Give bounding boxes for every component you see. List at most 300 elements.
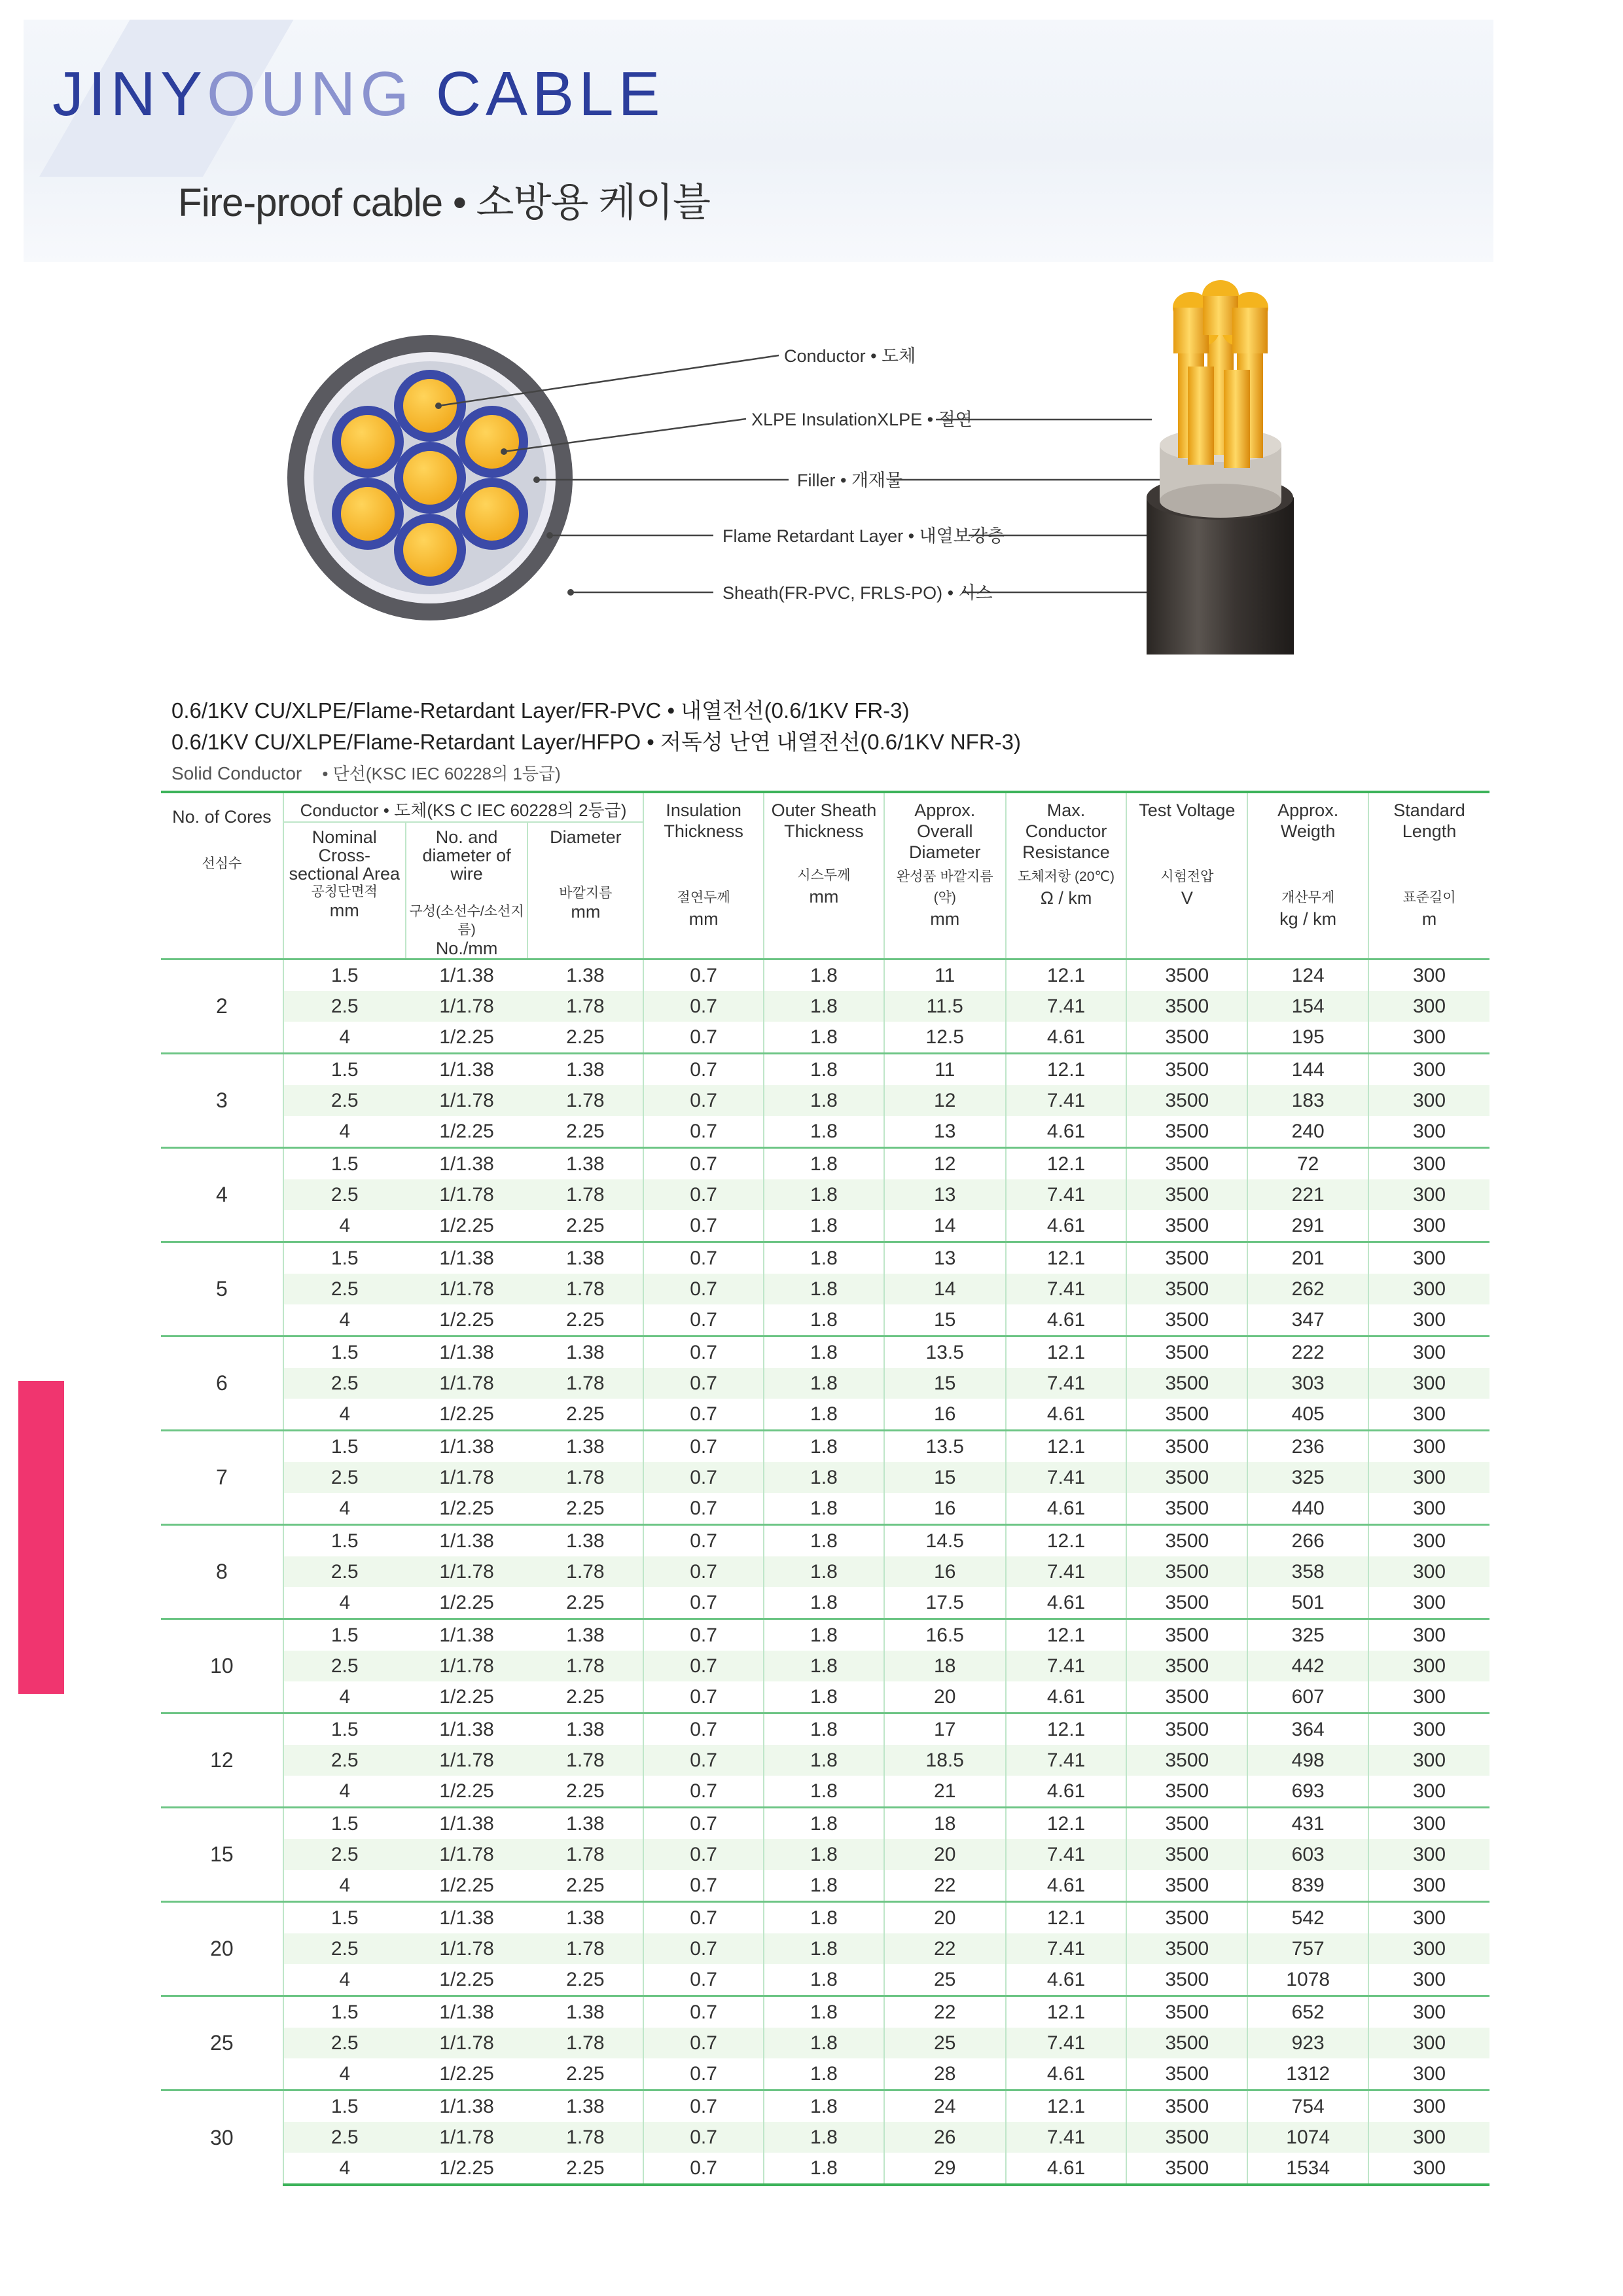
header-overall-diameter: Approx. Overall Diameter 완성품 바깥지름(약) mm	[884, 792, 1006, 960]
table-cell: 300	[1368, 1431, 1489, 1463]
table-cell: 2.25	[566, 1780, 605, 1802]
table-cell: 4	[339, 1968, 351, 1990]
table-cell: 22	[884, 1933, 1006, 1964]
table-cell: 1/1.38	[406, 1148, 528, 1180]
table-cell: 1/1.38	[406, 1054, 528, 1086]
table-cell: 4.61	[1006, 1399, 1127, 1431]
table-cell: 1.5	[283, 960, 406, 992]
table-cell: 0.7	[643, 1054, 764, 1086]
table-cell: 12.1	[1006, 960, 1127, 992]
table-cell: 1.38	[527, 1242, 643, 1274]
label-conductor: Conductor • 도체	[784, 346, 916, 366]
table-row	[161, 1933, 1489, 1964]
table-cell: 12.1	[1006, 1713, 1127, 1746]
table-cell: 1.8	[764, 1179, 884, 1210]
table-cell: 1/1.38	[406, 1336, 528, 1369]
table-cell: 3500	[1126, 1368, 1247, 1399]
table-cell: 652	[1247, 1996, 1368, 2028]
table-cell: 1.8	[764, 1525, 884, 1557]
table-cell: 1.8	[764, 1651, 884, 1681]
table-cell: 1.8	[764, 1022, 884, 1054]
table-row	[161, 1054, 1489, 1086]
table-cell: 300	[1368, 1964, 1489, 1996]
table-row	[161, 1525, 1489, 1557]
table-cell: 12.1	[1006, 2090, 1127, 2123]
table-cell: 1.8	[764, 1116, 884, 1148]
table-cell: 300	[1368, 1116, 1489, 1148]
table-cell: 2.5	[283, 1462, 406, 1493]
table-cell: 300	[1368, 1651, 1489, 1681]
table-cell: 442	[1247, 1651, 1368, 1681]
table-cell: 1/2.25	[439, 1120, 494, 1142]
table-cell: 2.5	[283, 1274, 406, 1304]
table-cell: 1.78	[527, 991, 643, 1022]
table-cell: 13	[884, 1179, 1006, 1210]
table-cell: 3500	[1126, 1054, 1247, 1086]
table-cell: 300	[1368, 1148, 1489, 1180]
table-cell: 300	[1368, 2122, 1489, 2153]
table-cell: 3500	[1126, 1022, 1247, 1054]
table-cell: 1.38	[527, 1808, 643, 1840]
table-cell: 1/2.25	[439, 1497, 494, 1519]
table-cell: 1.8	[764, 991, 884, 1022]
page-subtitle: Fire-proof cable • 소방용 케이블	[178, 181, 710, 224]
table-cell: 1/1.78	[406, 1368, 528, 1399]
table-cell: 1.8	[764, 2028, 884, 2058]
table-row	[161, 960, 1489, 992]
table-cell: 0.7	[643, 960, 764, 992]
cores-cell: 4	[161, 1148, 283, 1242]
table-cell: 4.61	[1006, 1022, 1127, 1054]
table-cell: 1312	[1247, 2058, 1368, 2090]
table-cell: 18.5	[884, 1745, 1006, 1776]
table-row	[161, 1431, 1489, 1463]
table-cell: 3500	[1126, 1996, 1247, 2028]
table-cell: 16.5	[884, 1619, 1006, 1651]
table-cell: 0.7	[643, 2090, 764, 2123]
table-cell: 1.8	[764, 2090, 884, 2123]
table-cell: 1.8	[764, 1368, 884, 1399]
table-cell: 1074	[1247, 2122, 1368, 2153]
cores-cell: 7	[161, 1431, 283, 1525]
table-cell: 4	[339, 1403, 351, 1425]
table-cell: 0.7	[643, 1179, 764, 1210]
table-row	[161, 1587, 1489, 1619]
table-cell: 3500	[1126, 1304, 1247, 1336]
table-cell: 1/1.78	[406, 1933, 528, 1964]
table-cell: 1.78	[527, 1179, 643, 1210]
table-cell: 1.8	[764, 1964, 884, 1996]
table-cell: 3500	[1126, 1933, 1247, 1964]
table-cell: 300	[1368, 1274, 1489, 1304]
table-cell: 2.5	[283, 2028, 406, 2058]
table-cell: 1.38	[527, 1713, 643, 1746]
table-cell: 3500	[1126, 991, 1247, 1022]
table-cell: 4	[339, 1685, 351, 1708]
table-cell: 0.7	[643, 1839, 764, 1870]
table-cell: 236	[1247, 1431, 1368, 1463]
table-cell: 1.8	[764, 2058, 884, 2090]
table-cell: 1/2.25	[439, 1026, 494, 1048]
table-cell: 300	[1368, 1587, 1489, 1619]
table-row	[161, 1304, 1489, 1336]
table-cell: 3500	[1126, 1839, 1247, 1870]
table-cell: 3500	[1126, 1399, 1247, 1431]
table-cell: 0.7	[643, 1493, 764, 1525]
table-cell: 1/2.25	[439, 1308, 494, 1331]
table-cell: 291	[1247, 1210, 1368, 1242]
table-cell: 757	[1247, 1933, 1368, 1964]
table-cell: 300	[1368, 1054, 1489, 1086]
table-cell: 2.5	[283, 1651, 406, 1681]
table-cell: 300	[1368, 1808, 1489, 1840]
side-accent-bar	[18, 1381, 64, 1694]
table-cell: 1/2.25	[439, 2062, 494, 2085]
table-cell: 0.7	[643, 1556, 764, 1587]
table-cell: 4.61	[1006, 1681, 1127, 1713]
header-sheath: Outer Sheath Thickness 시스두께 mm	[764, 792, 884, 960]
table-cell: 15	[884, 1462, 1006, 1493]
table-cell: 300	[1368, 1681, 1489, 1713]
table-row	[161, 1399, 1489, 1431]
table-cell: 7.41	[1006, 991, 1127, 1022]
table-cell: 3500	[1126, 1808, 1247, 1840]
cores-cell: 30	[161, 2090, 283, 2185]
table-cell: 13	[884, 1116, 1006, 1148]
table-body	[161, 960, 1489, 2185]
table-cell: 2.25	[566, 1685, 605, 1708]
table-cell: 300	[1368, 2058, 1489, 2090]
table-cell: 1/1.78	[406, 1745, 528, 1776]
table-cell: 0.7	[643, 1651, 764, 1681]
table-cell: 0.7	[643, 1745, 764, 1776]
table-cell: 2.5	[283, 991, 406, 1022]
table-cell: 17.5	[884, 1587, 1006, 1619]
header-resistance: Max. Conductor Resistance 도체저항 (20℃) Ω / km	[1006, 792, 1127, 960]
table-cell: 4.61	[1006, 1116, 1127, 1148]
table-cell: 3500	[1126, 1776, 1247, 1808]
table-cell: 1.78	[527, 1839, 643, 1870]
table-cell: 1/1.78	[406, 2028, 528, 2058]
table-cell: 17	[884, 1713, 1006, 1746]
table-cell: 2.25	[566, 2062, 605, 2085]
table-cell: 3500	[1126, 960, 1247, 992]
table-cell: 13.5	[884, 1336, 1006, 1369]
table-cell: 1/2.25	[439, 1685, 494, 1708]
cores-cell: 10	[161, 1619, 283, 1713]
table-cell: 1/1.38	[406, 1902, 528, 1934]
table-cell: 1.8	[764, 1431, 884, 1463]
table-cell: 12.1	[1006, 1902, 1127, 1934]
header-wire: No. and diameter of wire 구성(소선수/소선지름) No./mm	[406, 822, 528, 960]
label-filler: Filler • 개재물	[797, 471, 903, 490]
table-cell: 1.5	[283, 1996, 406, 2028]
table-cell: 20	[884, 1902, 1006, 1934]
table-row	[161, 1085, 1489, 1116]
table-row	[161, 1242, 1489, 1274]
table-cell: 1.8	[764, 960, 884, 992]
table-cell: 2.5	[283, 1556, 406, 1587]
label-sheath: Sheath(FR-PVC, FRLS-PO) • 시스	[722, 583, 993, 603]
table-cell: 1.5	[283, 1148, 406, 1180]
table-row	[161, 1210, 1489, 1242]
table-cell: 1/2.25	[439, 1780, 494, 1802]
table-cell: 1.8	[764, 1274, 884, 1304]
table-cell: 2.5	[283, 1933, 406, 1964]
header-conductor-group: Conductor • 도체(KS C IEC 60228의 2등급)	[283, 792, 643, 822]
table-cell: 1/1.38	[406, 1808, 528, 1840]
cores-cell: 2	[161, 960, 283, 1054]
table-cell: 72	[1247, 1148, 1368, 1180]
table-cell: 7.41	[1006, 1462, 1127, 1493]
table-cell: 12.1	[1006, 1619, 1127, 1651]
table-cell: 14	[884, 1210, 1006, 1242]
table-cell: 11	[884, 960, 1006, 992]
table-row	[161, 2028, 1489, 2058]
table-cell: 1.8	[764, 1210, 884, 1242]
table-cell: 1.8	[764, 1493, 884, 1525]
table-cell: 20	[884, 1681, 1006, 1713]
table-cell: 1.38	[527, 1996, 643, 2028]
table-cell: 754	[1247, 2090, 1368, 2123]
table-cell: 1/1.38	[406, 1525, 528, 1557]
table-cell: 201	[1247, 1242, 1368, 1274]
table-cell: 3500	[1126, 1148, 1247, 1180]
table-cell: 1.38	[527, 1619, 643, 1651]
table-cell: 7.41	[1006, 1179, 1127, 1210]
table-cell: 3500	[1126, 1493, 1247, 1525]
header-weight: Approx. Weigth 개산무게 kg / km	[1247, 792, 1368, 960]
table-row	[161, 1745, 1489, 1776]
table-cell: 29	[884, 2153, 1006, 2185]
table-row	[161, 1179, 1489, 1210]
table-cell: 1.38	[527, 1336, 643, 1369]
table-cell: 1.78	[527, 1745, 643, 1776]
cores-cell: 12	[161, 1713, 283, 1808]
table-cell: 1/1.38	[406, 960, 528, 992]
table-cell: 13.5	[884, 1431, 1006, 1463]
header-insulation: Insulation Thickness 절연두께 mm	[643, 792, 764, 960]
label-flame-layer: Flame Retardant Layer • 내열보강층	[722, 526, 1005, 546]
table-cell: 300	[1368, 1462, 1489, 1493]
table-cell: 4.61	[1006, 1964, 1127, 1996]
table-cell: 266	[1247, 1525, 1368, 1557]
table-cell: 1/1.78	[406, 2122, 528, 2153]
table-cell: 300	[1368, 1304, 1489, 1336]
table-cell: 3500	[1126, 2090, 1247, 2123]
table-cell: 1.8	[764, 1587, 884, 1619]
table-cell: 839	[1247, 1870, 1368, 1902]
table-row	[161, 1996, 1489, 2028]
table-cell: 1/1.38	[406, 1996, 528, 2028]
table-cell: 1/1.38	[406, 2090, 528, 2123]
table-cell: 1.8	[764, 1085, 884, 1116]
label-xlpe: XLPE InsulationXLPE • 절연	[751, 410, 972, 429]
table-cell: 0.7	[643, 1713, 764, 1746]
table-cell: 2.25	[566, 1120, 605, 1142]
table-cell: 12.5	[884, 1022, 1006, 1054]
cores-cell: 8	[161, 1525, 283, 1619]
table-cell: 300	[1368, 1839, 1489, 1870]
table-cell: 0.7	[643, 1399, 764, 1431]
table-cell: 3500	[1126, 1745, 1247, 1776]
table-cell: 0.7	[643, 2058, 764, 2090]
table-cell: 1.8	[764, 1336, 884, 1369]
table-cell: 1.78	[527, 1368, 643, 1399]
table-cell: 1.8	[764, 1462, 884, 1493]
table-cell: 1.78	[527, 1085, 643, 1116]
table-cell: 1/2.25	[439, 1874, 494, 1896]
table-cell: 3500	[1126, 1462, 1247, 1493]
table-cell: 0.7	[643, 1336, 764, 1369]
table-cell: 7.41	[1006, 1651, 1127, 1681]
table-cell: 0.7	[643, 2153, 764, 2185]
table-cell: 0.7	[643, 1242, 764, 1274]
table-cell: 300	[1368, 1745, 1489, 1776]
table-cell: 7.41	[1006, 1839, 1127, 1870]
table-cell: 300	[1368, 1996, 1489, 2028]
table-cell: 12.1	[1006, 1054, 1127, 1086]
table-cell: 22	[884, 1996, 1006, 2028]
table-cell: 300	[1368, 1336, 1489, 1369]
table-cell: 0.7	[643, 1776, 764, 1808]
spec-line-conductor: Solid Conductor • 단선(KSC IEC 60228의 1등급)	[171, 763, 561, 783]
table-row	[161, 1556, 1489, 1587]
table-row	[161, 1619, 1489, 1651]
table-row	[161, 1902, 1489, 1934]
table-cell: 0.7	[643, 1808, 764, 1840]
table-cell: 1.78	[527, 1462, 643, 1493]
table-cell: 2.25	[566, 1308, 605, 1331]
table-cell: 7.41	[1006, 2028, 1127, 2058]
table-cell: 7.41	[1006, 1556, 1127, 1587]
table-cell: 300	[1368, 1619, 1489, 1651]
table-cell: 0.7	[643, 1996, 764, 2028]
table-cell: 1.8	[764, 1681, 884, 1713]
table-cell: 12.1	[1006, 1148, 1127, 1180]
table-cell: 0.7	[643, 1525, 764, 1557]
table-cell: 1.8	[764, 1870, 884, 1902]
table-cell: 0.7	[643, 2028, 764, 2058]
table-cell: 1.78	[527, 2028, 643, 2058]
table-cell: 1.8	[764, 1556, 884, 1587]
table-cell: 2.5	[283, 2122, 406, 2153]
table-row	[161, 1493, 1489, 1525]
table-cell: 1.78	[527, 2122, 643, 2153]
table-cell: 2.5	[283, 1368, 406, 1399]
table-cell: 0.7	[643, 2122, 764, 2153]
table-cell: 300	[1368, 1556, 1489, 1587]
table-cell: 1/1.78	[406, 991, 528, 1022]
cores-cell: 6	[161, 1336, 283, 1431]
table-cell: 3500	[1126, 2122, 1247, 2153]
table-cell: 3500	[1126, 1619, 1247, 1651]
table-cell: 0.7	[643, 1022, 764, 1054]
table-cell: 1.8	[764, 2122, 884, 2153]
table-cell: 2.25	[566, 1026, 605, 1048]
table-cell: 2.25	[566, 1591, 605, 1613]
table-cell: 1.8	[764, 1902, 884, 1934]
table-cell: 3500	[1126, 2058, 1247, 2090]
table-cell: 1.38	[527, 960, 643, 992]
table-cell: 300	[1368, 1933, 1489, 1964]
cores-cell: 5	[161, 1242, 283, 1336]
table-cell: 300	[1368, 1870, 1489, 1902]
table-cell: 2.25	[566, 1874, 605, 1896]
table-cell: 0.7	[643, 1462, 764, 1493]
table-cell: 0.7	[643, 1902, 764, 1934]
table-cell: 1.8	[764, 1619, 884, 1651]
table-cell: 1534	[1247, 2153, 1368, 2185]
table-cell: 12.1	[1006, 1525, 1127, 1557]
header-length: Standard Length 표준길이 m	[1368, 792, 1489, 960]
table-row	[161, 1022, 1489, 1054]
table-cell: 1.38	[527, 1054, 643, 1086]
cores-cell: 3	[161, 1054, 283, 1148]
table-cell: 0.7	[643, 1933, 764, 1964]
table-cell: 300	[1368, 1210, 1489, 1242]
table-cell: 1.78	[527, 1274, 643, 1304]
table-cell: 2.5	[283, 1179, 406, 1210]
table-row	[161, 1336, 1489, 1369]
table-cell: 20	[884, 1839, 1006, 1870]
table-cell: 405	[1247, 1399, 1368, 1431]
table-cell: 18	[884, 1651, 1006, 1681]
table-cell: 0.7	[643, 1210, 764, 1242]
table-cell: 262	[1247, 1274, 1368, 1304]
table-cell: 1078	[1247, 1964, 1368, 1996]
table-cell: 11.5	[884, 991, 1006, 1022]
table-cell: 4.61	[1006, 2058, 1127, 2090]
table-cell: 24	[884, 2090, 1006, 2123]
table-cell: 22	[884, 1870, 1006, 1902]
table-cell: 300	[1368, 2090, 1489, 2123]
table-row	[161, 1148, 1489, 1180]
table-cell: 1.5	[283, 1431, 406, 1463]
table-cell: 300	[1368, 1713, 1489, 1746]
table-cell: 16	[884, 1556, 1006, 1587]
table-cell: 1.8	[764, 1242, 884, 1274]
header-cores: No. of Cores 선심수	[161, 792, 283, 960]
table-cell: 1.38	[527, 2090, 643, 2123]
table-cell: 0.7	[643, 1964, 764, 1996]
table-cell: 542	[1247, 1902, 1368, 1934]
table-cell: 15	[884, 1368, 1006, 1399]
table-cell: 1/1.78	[406, 1085, 528, 1116]
table-cell: 16	[884, 1493, 1006, 1525]
table-cell: 1.5	[283, 1713, 406, 1746]
table-row	[161, 1776, 1489, 1808]
table-cell: 2.25	[566, 1403, 605, 1425]
table-cell: 7.41	[1006, 1085, 1127, 1116]
table-row	[161, 1870, 1489, 1902]
table-cell: 440	[1247, 1493, 1368, 1525]
table-cell: 1.8	[764, 1776, 884, 1808]
table-cell: 501	[1247, 1587, 1368, 1619]
table-cell: 3500	[1126, 1274, 1247, 1304]
table-cell: 4	[339, 1591, 351, 1613]
table-cell: 603	[1247, 1839, 1368, 1870]
table-cell: 3500	[1126, 1587, 1247, 1619]
table-cell: 2.25	[566, 1968, 605, 1990]
table-cell: 4	[339, 1308, 351, 1331]
table-cell: 1/2.25	[439, 1403, 494, 1425]
table-cell: 0.7	[643, 1681, 764, 1713]
table-cell: 300	[1368, 991, 1489, 1022]
table-cell: 12	[884, 1085, 1006, 1116]
table-cell: 4.61	[1006, 2153, 1127, 2185]
table-cell: 300	[1368, 1525, 1489, 1557]
